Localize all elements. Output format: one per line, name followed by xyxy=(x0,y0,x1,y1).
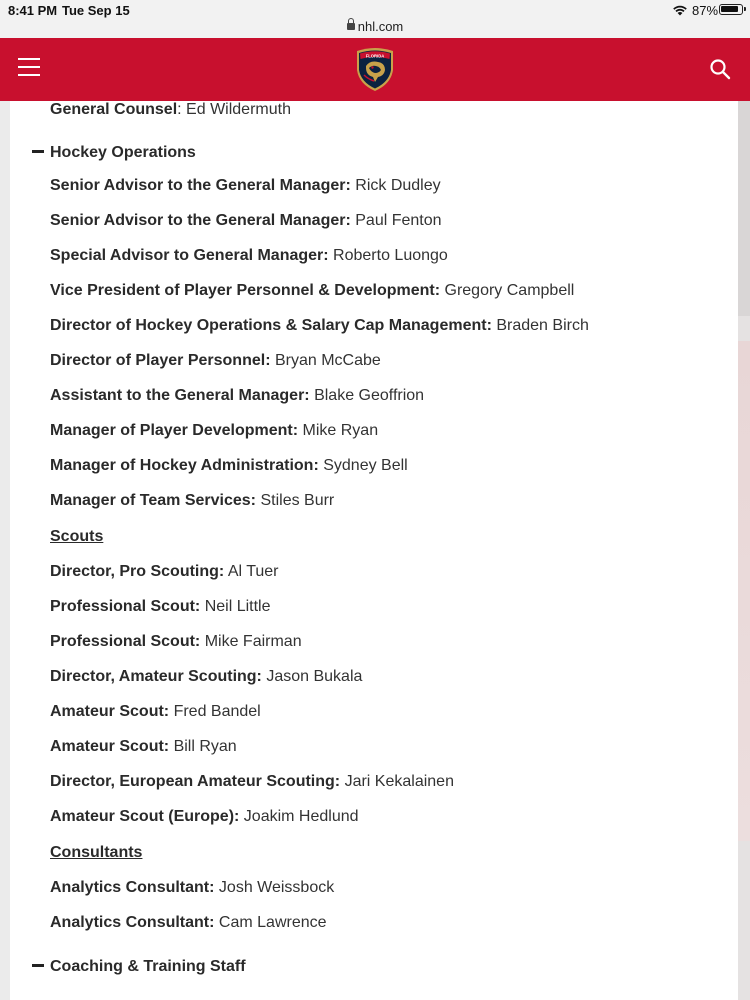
staff-name: Jari Kekalainen xyxy=(340,773,454,790)
staff-title: Director of Hockey Operations & Salary Cap Management: xyxy=(50,317,492,334)
list-item xyxy=(50,737,237,757)
staff-name: Fred Bandel xyxy=(169,703,261,720)
list-item xyxy=(50,456,408,476)
staff-name: Josh Weissbock xyxy=(214,879,335,896)
staff-title: Analytics Consultant: xyxy=(50,879,215,896)
staff-name: Neil Little xyxy=(200,598,271,615)
staff-name: Stiles Burr xyxy=(256,492,335,509)
staff-title: Professional Scout: xyxy=(50,598,201,615)
staff-name: Al Tuer xyxy=(224,563,279,580)
staff-name: Sydney Bell xyxy=(318,457,408,474)
staff-title: Analytics Consultant: xyxy=(50,914,215,931)
list-item xyxy=(50,878,334,898)
staff-name: Rick Dudley xyxy=(350,177,441,194)
staff-name: Bryan McCabe xyxy=(270,352,381,369)
staff-title: Manager of Player Development: xyxy=(50,422,299,439)
battery-icon xyxy=(719,4,743,15)
list-item xyxy=(50,772,454,792)
scouts-heading-link[interactable]: Scouts xyxy=(50,528,104,545)
staff-name: Blake Geoffrion xyxy=(309,387,425,404)
clock: 8:41 PM xyxy=(8,3,58,18)
date: Tue Sep 15 xyxy=(62,3,130,18)
list-item xyxy=(50,491,334,511)
collapse-icon xyxy=(32,150,44,153)
list-item xyxy=(50,702,261,722)
staff-title: Vice President of Player Personnel & Development: xyxy=(50,282,441,299)
hamburger-menu-icon[interactable] xyxy=(18,58,40,78)
staff-title: Manager of Team Services: xyxy=(50,492,257,509)
list-item xyxy=(50,667,362,687)
section-hockey-operations[interactable] xyxy=(32,143,196,163)
staff-name: Mike Fairman xyxy=(200,633,302,650)
section-title: Hockey Operations xyxy=(50,144,196,161)
list-item xyxy=(50,176,441,196)
staff-title: General Counsel xyxy=(50,101,178,118)
page-background-left xyxy=(0,101,10,1000)
staff-name: Jason Bukala xyxy=(261,668,363,685)
list-item xyxy=(50,316,589,336)
staff-title: Manager of Hockey Administration: xyxy=(50,457,319,474)
staff-title: Amateur Scout: xyxy=(50,703,170,720)
staff-title: Director, Amateur Scouting: xyxy=(50,668,262,685)
status-bar xyxy=(0,0,750,38)
list-item xyxy=(50,807,359,827)
consultants-heading xyxy=(50,843,142,863)
collapse-icon xyxy=(32,964,44,967)
florida-panthers-logo[interactable] xyxy=(354,46,396,92)
staff-directory xyxy=(10,101,738,1000)
search-icon[interactable] xyxy=(709,58,731,80)
list-item xyxy=(50,281,574,301)
staff-title: Special Advisor to General Manager: xyxy=(50,247,329,264)
wifi-icon xyxy=(672,4,688,16)
staff-title: Director, European Amateur Scouting: xyxy=(50,773,341,790)
scouts-heading xyxy=(50,527,103,547)
staff-title: Assistant to the General Manager: xyxy=(50,387,310,404)
section-title: Coaching & Training Staff xyxy=(50,958,246,975)
staff-name: Braden Birch xyxy=(491,317,589,334)
list-item xyxy=(50,101,291,120)
staff-name: Joakim Hedlund xyxy=(239,808,359,825)
logo-text: FLORIDA xyxy=(365,53,385,59)
staff-title: Amateur Scout (Europe): xyxy=(50,808,240,825)
staff-name: Roberto Luongo xyxy=(328,247,448,264)
list-item xyxy=(50,351,381,371)
url-text: nhl.com xyxy=(357,19,404,34)
staff-title: Senior Advisor to the General Manager: xyxy=(50,177,351,194)
staff-title: Professional Scout: xyxy=(50,633,201,650)
list-item xyxy=(50,421,378,441)
staff-title: Senior Advisor to the General Manager: xyxy=(50,212,351,229)
staff-name: Mike Ryan xyxy=(298,422,379,439)
section-coaching-training-staff[interactable] xyxy=(32,957,246,977)
staff-name: Paul Fenton xyxy=(350,212,442,229)
page-background-right xyxy=(738,101,750,1000)
address-bar[interactable] xyxy=(0,19,750,34)
staff-title: Director, Pro Scouting: xyxy=(50,563,225,580)
list-item xyxy=(50,562,279,582)
site-header xyxy=(0,38,750,101)
list-item xyxy=(50,632,302,652)
list-item xyxy=(50,246,448,266)
staff-name: : Ed Wildermuth xyxy=(177,101,291,118)
list-item xyxy=(50,597,271,617)
staff-name: Gregory Campbell xyxy=(440,282,575,299)
consultants-heading-link[interactable]: Consultants xyxy=(50,844,143,861)
lock-icon xyxy=(347,23,355,30)
staff-title: Amateur Scout: xyxy=(50,738,170,755)
staff-title: Director of Player Personnel: xyxy=(50,352,271,369)
battery-percent: 87% xyxy=(692,3,719,18)
list-item xyxy=(50,211,442,231)
list-item xyxy=(50,386,424,406)
list-item xyxy=(50,913,327,933)
staff-name: Bill Ryan xyxy=(169,738,237,755)
staff-name: Cam Lawrence xyxy=(214,914,327,931)
